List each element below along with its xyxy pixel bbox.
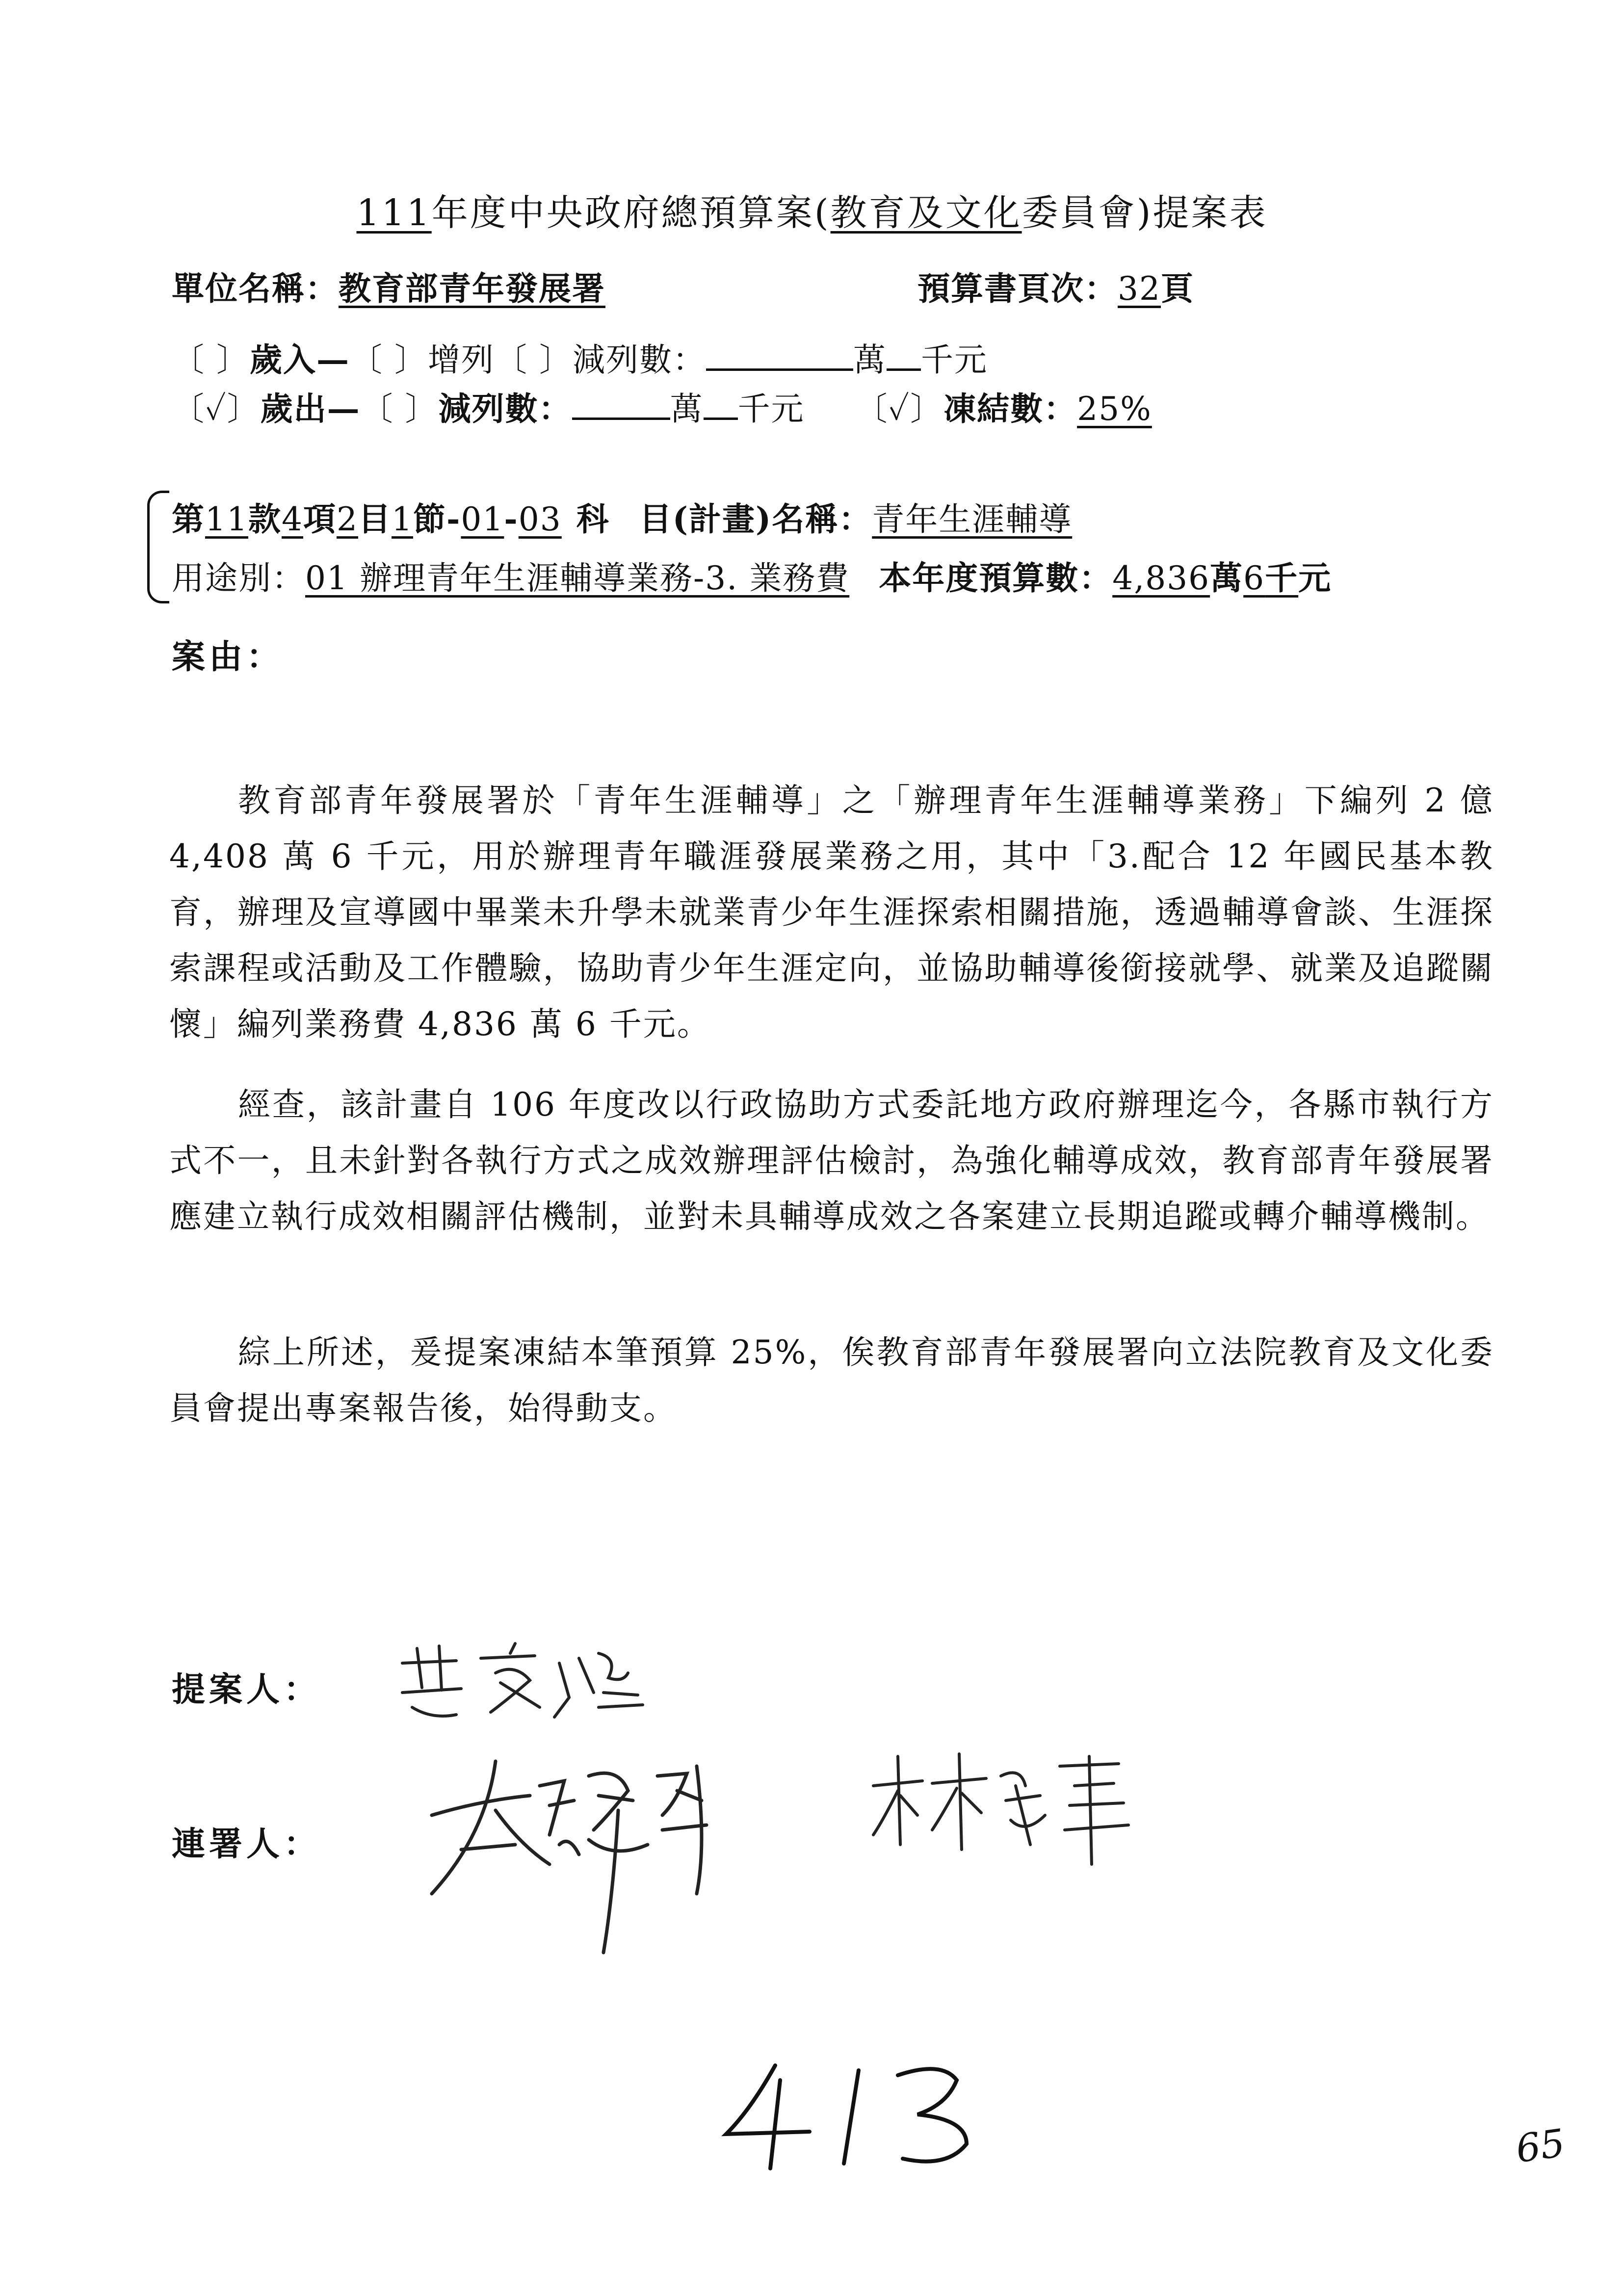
- usage-label: 用途別：: [172, 559, 305, 597]
- unit-row: [172, 262, 605, 309]
- revenue-label: 歲入—: [249, 340, 350, 379]
- expense-line: [172, 383, 1152, 429]
- cosigner-signature-2: [864, 1747, 1138, 1874]
- cosigner-label: 連署人：: [172, 1825, 321, 1864]
- budget-label: 本年度預算數：: [879, 559, 1113, 597]
- expense-label: 歲出—: [260, 390, 361, 428]
- proposer-signature: [393, 1634, 687, 1732]
- expense-decrease-label: 減列數：: [438, 390, 572, 428]
- handwritten-page-number-graphic: [711, 2051, 1006, 2178]
- decrease-checkbox: 〔 〕: [494, 341, 573, 379]
- item-mu-label: 目: [358, 500, 392, 538]
- title-text-1: 年度中央政府總預算案(: [431, 192, 831, 234]
- item-code-1: 01: [461, 500, 504, 538]
- item-jie: 1: [391, 500, 413, 538]
- usage-row: [172, 552, 1332, 599]
- item-xiang-label: 項: [303, 500, 337, 538]
- paragraph-2: 經查，該計畫自 106 年度改以行政協助方式委託地方政府辦理迄今，各縣市執行方式不一，且未針對各執行方式之成效辦理評估檢討，為強化輔導成效，教育部青年發展署應建立執行成效相關評估機制，並對未具輔導成效之各案建立長期追蹤或轉介輔導機制。: [169, 1086, 1494, 1235]
- expense-checkbox: 〔✓〕: [172, 390, 261, 428]
- corner-page-number: 65: [1513, 2121, 1568, 2172]
- revenue-line: [172, 334, 988, 380]
- increase-label: 增列: [427, 341, 495, 379]
- page-ref-suffix: 頁: [1160, 269, 1194, 308]
- item-row: [172, 493, 1072, 540]
- usage-value: 01 辦理青年生涯輔導業務-3. 業務費: [305, 559, 850, 597]
- budget-wan-label: 萬: [1210, 559, 1244, 597]
- expense-blank-wan: [572, 388, 670, 420]
- item-xiang: 4: [281, 500, 303, 538]
- document-title: [0, 184, 1624, 236]
- item-kuan-label: 款: [248, 500, 282, 538]
- blank-wan: [706, 339, 853, 371]
- increase-checkbox: 〔 〕: [349, 341, 428, 379]
- unit-value: 教育部青年發展署: [339, 269, 605, 308]
- item-name-value: 青年生涯輔導: [872, 500, 1073, 538]
- item-code-2: 03: [518, 500, 562, 538]
- page-ref-label: 預算書頁次：: [917, 269, 1118, 308]
- item-name-label: 目(計畫)名稱：: [639, 500, 872, 538]
- unit-label: 單位名稱：: [172, 269, 339, 308]
- qian-label: 千元: [920, 341, 988, 379]
- reason-label: 案由：: [172, 637, 284, 677]
- title-text-2: 委員會)提案表: [1022, 192, 1268, 234]
- freeze-label: 凍結數：: [943, 390, 1077, 428]
- page-ref: [917, 262, 1194, 309]
- expense-blank-qian: [704, 388, 738, 420]
- decrease-label: 減列數：: [572, 341, 706, 379]
- item-bracket: [147, 491, 169, 603]
- blank-qian: [887, 339, 921, 371]
- expense-wan-label: 萬: [670, 390, 704, 428]
- expense-qian-label: 千元: [737, 390, 805, 428]
- freeze-checkbox: 〔✓〕: [855, 390, 944, 428]
- item-mu: 2: [336, 500, 358, 538]
- budget-qian-label: 千: [1265, 559, 1299, 597]
- item-kuan: 11: [205, 500, 248, 538]
- paragraph-3: 綜上所述，爰提案凍結本筆預算 25%，俟教育部青年發展署向立法院教育及文化委員會提出專案報告後，始得動支。: [169, 1333, 1494, 1427]
- page-ref-value: 32: [1118, 270, 1161, 308]
- title-year: 111: [356, 192, 432, 234]
- proposer-label: 提案人：: [172, 1670, 321, 1709]
- item-ke: 科: [576, 500, 610, 538]
- budget-wan-value: 4,836: [1112, 559, 1210, 597]
- title-committee: 教育及文化: [830, 192, 1022, 234]
- budget-yuan-label: 元: [1298, 559, 1332, 597]
- revenue-checkbox: 〔 〕: [172, 341, 250, 379]
- cosigner-signature-1: [402, 1747, 795, 1972]
- freeze-value: 25%: [1077, 390, 1152, 428]
- expense-decrease-checkbox: 〔 〕: [360, 390, 439, 428]
- budget-qian-value: 6: [1243, 559, 1265, 597]
- item-dash: -: [504, 500, 519, 538]
- item-jie-label: 節-: [413, 500, 461, 538]
- paragraph-1: 教育部青年發展署於「青年生涯輔導」之「辦理青年生涯輔導業務」下編列 2 億 4,408 萬 6 千元，用於辦理青年職涯發展業務之用，其中「3.配合 12 年國民基本教育，辦理及宣導國中畢業未升學未就業青少年生涯探索相關措施，透過輔導會談、生涯探索課程或活動及工作體驗，協助青少年生涯定向，並協助輔導後銜接就學、就業及追蹤關懷」編列業務費 4,836 萬 6 千元。: [169, 782, 1494, 1043]
- wan-label: 萬: [853, 341, 887, 379]
- item-di: 第: [172, 500, 205, 538]
